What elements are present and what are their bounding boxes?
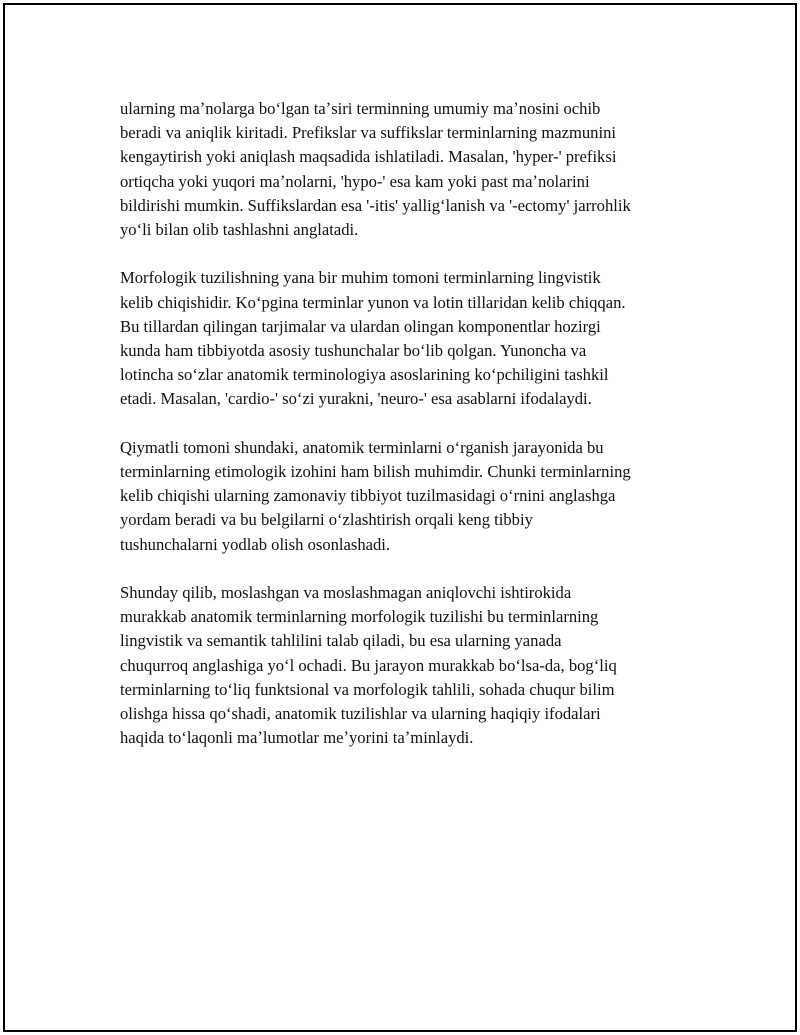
text-line: bildirishi mumkin. Suffikslardan esa '-itis' yallig‘lanish va '-ectomy' jarrohlik: [120, 195, 631, 215]
text-line: haqida toʻlaqonli maʼlumotlar meʼyorini taʼminlaydi.: [120, 728, 474, 748]
paragraph-2: [120, 266, 695, 411]
text-line: terminlarning etimologik izohini ham bilish muhimdir. Chunki terminlarning: [120, 462, 631, 482]
text-line: kelib chiqishidir. Koʻpgina terminlar yunon va lotin tillaridan kelib chiqqan.: [120, 292, 626, 312]
text-line: beradi va aniqlik kiritadi. Prefikslar va suffikslar terminlarning mazmunini: [120, 123, 616, 143]
page-frame: [3, 3, 797, 1032]
text-line: terminlarning toʻliq funktsional va morfologik tahlili, sohada chuqur bilim: [120, 679, 615, 699]
text-line: tushunchalarni yodlab olish osonlashadi.: [120, 534, 391, 554]
text-line: Shunday qilib, moslashgan va moslashmagan aniqlovchi ishtirokida: [120, 583, 572, 603]
text-line: murakkab anatomik terminlarning morfologik tuzilishi bu terminlarning: [120, 607, 599, 627]
text-line: lingvistik va semantik tahlilini talab qiladi, bu esa ularning yanada: [120, 631, 562, 651]
text-line: kunda ham tibbiyotda asosiy tushunchalar boʻlib qolgan. Yunoncha va: [120, 341, 587, 361]
text-line: kengaytirish yoki aniqlash maqsadida ishlatiladi. Masalan, 'hyper-' prefiksi: [120, 147, 617, 167]
text-line: olishga hissa qoʻshadi, anatomik tuzilishlar va ularning haqiqiy ifodalari: [120, 704, 601, 724]
text-line: chuqurroq anglashiga yoʻl ochadi. Bu jarayon murakkab boʻlsa-da, bogʻliq: [120, 655, 617, 675]
document-body: [120, 97, 695, 775]
text-line: kelib chiqishi ularning zamonaviy tibbiyot tuzilmasidagi oʻrnini anglashga: [120, 486, 616, 506]
paragraph-1: [120, 97, 695, 242]
text-line: Qiymatli tomoni shundaki, anatomik terminlarni oʻrganish jarayonida bu: [120, 437, 604, 457]
text-line: ularning maʼnolarga boʻlgan taʼsiri terminning umumiy maʼnosini ochib: [120, 99, 601, 118]
text-line: lotincha soʻzlar anatomik terminologiya asoslarining koʻpchiligini tashkil: [120, 365, 609, 385]
paragraph-4: [120, 581, 695, 750]
text-line: etadi. Masalan, 'cardio-' soʻzi yurakni, 'neuro-' esa asablarni ifodalaydi.: [120, 389, 592, 409]
text-line: yordam beradi va bu belgilarni oʻzlashtirish orqali keng tibbiy: [120, 510, 533, 530]
paragraph-3: [120, 436, 695, 557]
text-line: Morfologik tuzilishning yana bir muhim tomoni terminlarning lingvistik: [120, 268, 601, 288]
text-line: yoʻli bilan olib tashlashni anglatadi.: [120, 220, 359, 240]
text-line: Bu tillardan qilingan tarjimalar va ulardan olingan komponentlar hozirgi: [120, 316, 601, 336]
text-line: ortiqcha yoki yuqori maʼnolarni, 'hypo-' esa kam yoki past maʼnolarini: [120, 171, 590, 191]
